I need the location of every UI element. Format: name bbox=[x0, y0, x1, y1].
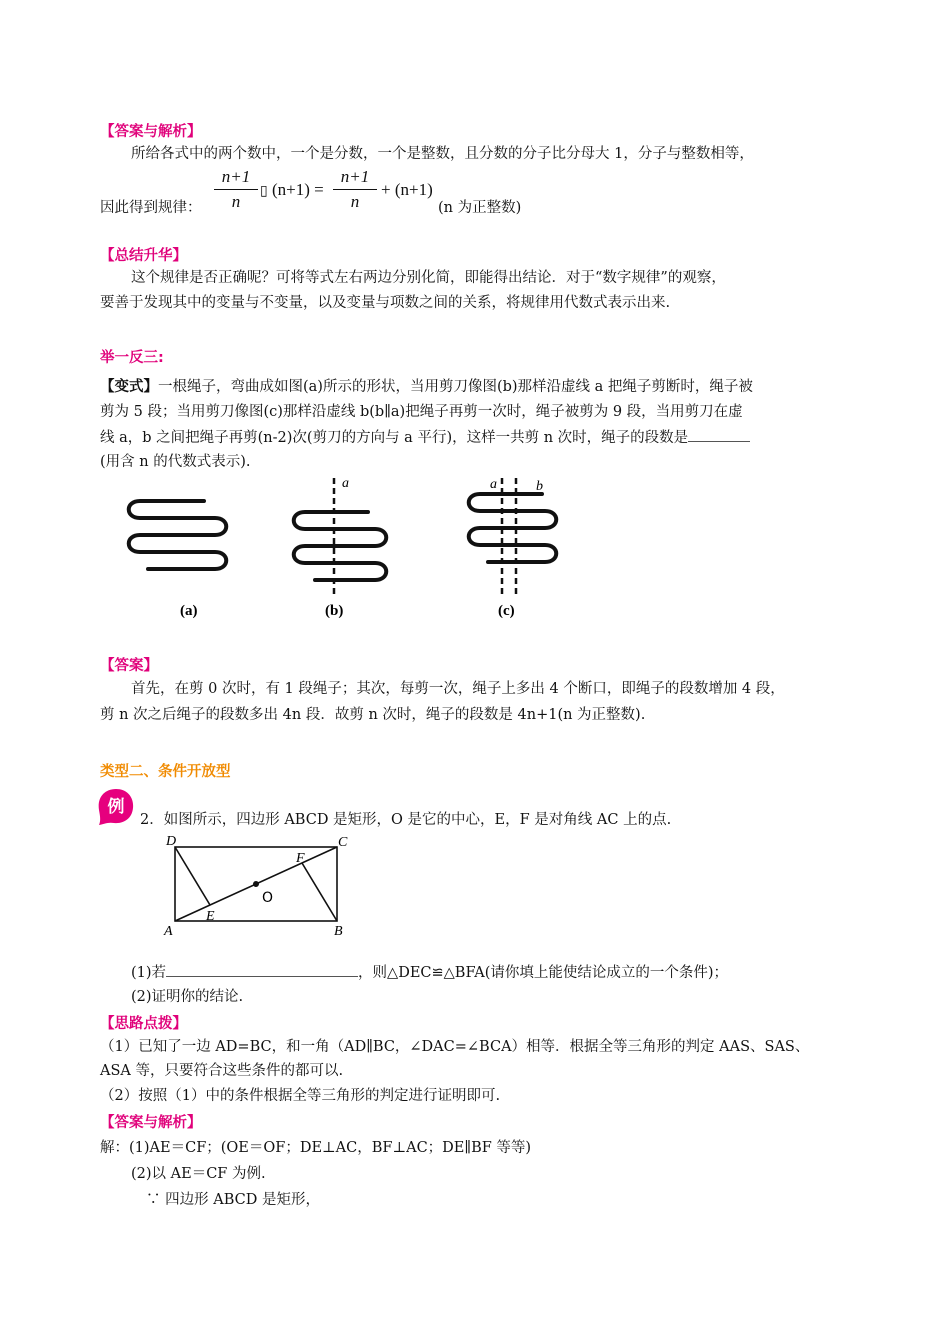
variant-line-1 bbox=[100, 377, 753, 397]
summary-line-2: 要善于发现其中的变量与不变量，以及变量与项数之间的关系，将规律用代数式表示出来. bbox=[100, 295, 671, 311]
rope-a bbox=[129, 501, 227, 569]
formula-note: (n 为正整数) bbox=[438, 200, 522, 216]
formula-fraction-2 bbox=[333, 167, 377, 212]
solution-line-3: ∵ 四边形 ABCD 是矩形， bbox=[146, 1192, 320, 1208]
rectangle-figure bbox=[160, 832, 360, 942]
question-1-prefix: (1)若 bbox=[131, 965, 167, 981]
label-O: O bbox=[262, 890, 274, 906]
caption-c: (c) bbox=[498, 603, 515, 619]
summary-heading: 【总结升华】 bbox=[100, 248, 187, 264]
rule-label: 因此得到规律： bbox=[100, 200, 202, 216]
problem-statement: 2．如图所示，四边形 ABCD 是矩形，O 是它的中心，E，F 是对角线 AC 上的点. bbox=[140, 812, 672, 828]
variant-line-2: 剪为 5 段；当用剪刀像图(c)那样沿虚线 b(b∥a)把绳子再剪一次时，绳子被剪为 9 段，当用剪刀在虚 bbox=[100, 404, 743, 420]
solution-line-2: (2)以 AE＝CF 为例. bbox=[131, 1166, 266, 1182]
question-2: (2)证明你的结论. bbox=[131, 989, 244, 1005]
variant-line-3 bbox=[100, 427, 750, 448]
hint-line-3: （2）按照（1）中的条件根据全等三角形的判定进行证明即可. bbox=[100, 1088, 501, 1104]
answer-text-1: 首先，在剪 0 次时，有 1 段绳子；其次，每剪一次，绳子上多出 4 个断口，即绳子的段数增加 4 段， bbox=[131, 681, 785, 697]
caption-a: (a) bbox=[180, 603, 198, 619]
rope-c bbox=[469, 494, 557, 562]
answer-analysis-heading: 【答案与解析】 bbox=[100, 124, 202, 140]
example-badge-text: 例 bbox=[107, 797, 125, 817]
formula-box-char: ▯ bbox=[260, 184, 268, 199]
type-two-heading: 类型二、条件开放型 bbox=[100, 764, 231, 780]
fraction-1-denominator: n bbox=[231, 192, 241, 211]
answer-blank[interactable] bbox=[688, 427, 750, 442]
solution-line-1: 解：(1)AE＝CF；(OE＝OF；DE⊥AC，BF⊥AC；DE∥BF 等等) bbox=[100, 1140, 532, 1156]
variant-line-4: (用含 n 的代数式表示). bbox=[100, 454, 251, 470]
label-D: D bbox=[166, 834, 177, 849]
label-F: F bbox=[296, 851, 305, 866]
caption-b: (b) bbox=[325, 603, 344, 619]
answer-heading: 【答案】 bbox=[100, 658, 158, 674]
variant-text-1: 一根绳子，弯曲成如图(a)所示的形状，当用剪刀像图(b)那样沿虚线 a 把绳子剪断时，绳子被 bbox=[158, 379, 753, 395]
fraction-1-numerator: n+1 bbox=[221, 167, 251, 186]
answer-text-2: 剪 n 次之后绳子的段数多出 4n 段．故剪 n 次时，绳子的段数是 4n+1(n 为正整数). bbox=[100, 707, 646, 723]
label-a-fig-c: a bbox=[490, 477, 497, 492]
hint-heading: 【思路点拨】 bbox=[100, 1016, 187, 1032]
label-E: E bbox=[206, 909, 215, 924]
question-1 bbox=[131, 962, 728, 983]
formula-expr-1: (n+1) = bbox=[271, 180, 324, 199]
hint-line-1: （1）已知了一边 AD=BC，和一角（AD∥BC，∠DAC=∠BCA）相等．根据全等三角形的判定 AAS、SAS、 bbox=[100, 1039, 810, 1055]
example-badge-icon bbox=[96, 786, 136, 826]
summary-line-1: 这个规律是否正确呢？可将等式左右两边分别化简，即能得出结论．对于“数字规律”的观察， bbox=[131, 270, 726, 286]
variant-tag: 【变式】 bbox=[100, 378, 158, 395]
hint-line-2: ASA 等，只要符合这些条件的都可以. bbox=[100, 1063, 344, 1079]
rope-figures bbox=[120, 470, 570, 630]
fraction-2-denominator: n bbox=[350, 192, 360, 211]
solution-heading: 【答案与解析】 bbox=[100, 1115, 202, 1131]
label-C: C bbox=[338, 835, 348, 850]
label-a-fig-b: a bbox=[342, 476, 349, 491]
question-1-suffix: ，则△DEC≌△BFA(请你填上能使结论成立的一个条件)； bbox=[358, 965, 729, 981]
variant-text-3: 线 a，b 之间把绳子再剪(n-2)次(剪刀的方向与 a 平行)，这样一共剪 n 次时，绳子的段数是 bbox=[100, 430, 689, 446]
rope-b bbox=[294, 512, 387, 580]
formula-part-1 bbox=[260, 180, 324, 200]
condition-blank[interactable] bbox=[166, 962, 358, 977]
label-B: B bbox=[334, 924, 343, 939]
practice-heading: 举一反三: bbox=[100, 350, 164, 366]
fraction-2-numerator: n+1 bbox=[340, 167, 370, 186]
formula-fraction-1 bbox=[214, 167, 258, 212]
formula-expr-2: + (n+1) bbox=[381, 180, 433, 199]
label-b-fig-c: b bbox=[536, 479, 543, 494]
answer-line-1: 所给各式中的两个数中，一个是分数，一个是整数，且分数的分子比分母大 1，分子与整数相等， bbox=[131, 146, 754, 162]
label-A: A bbox=[164, 924, 173, 939]
